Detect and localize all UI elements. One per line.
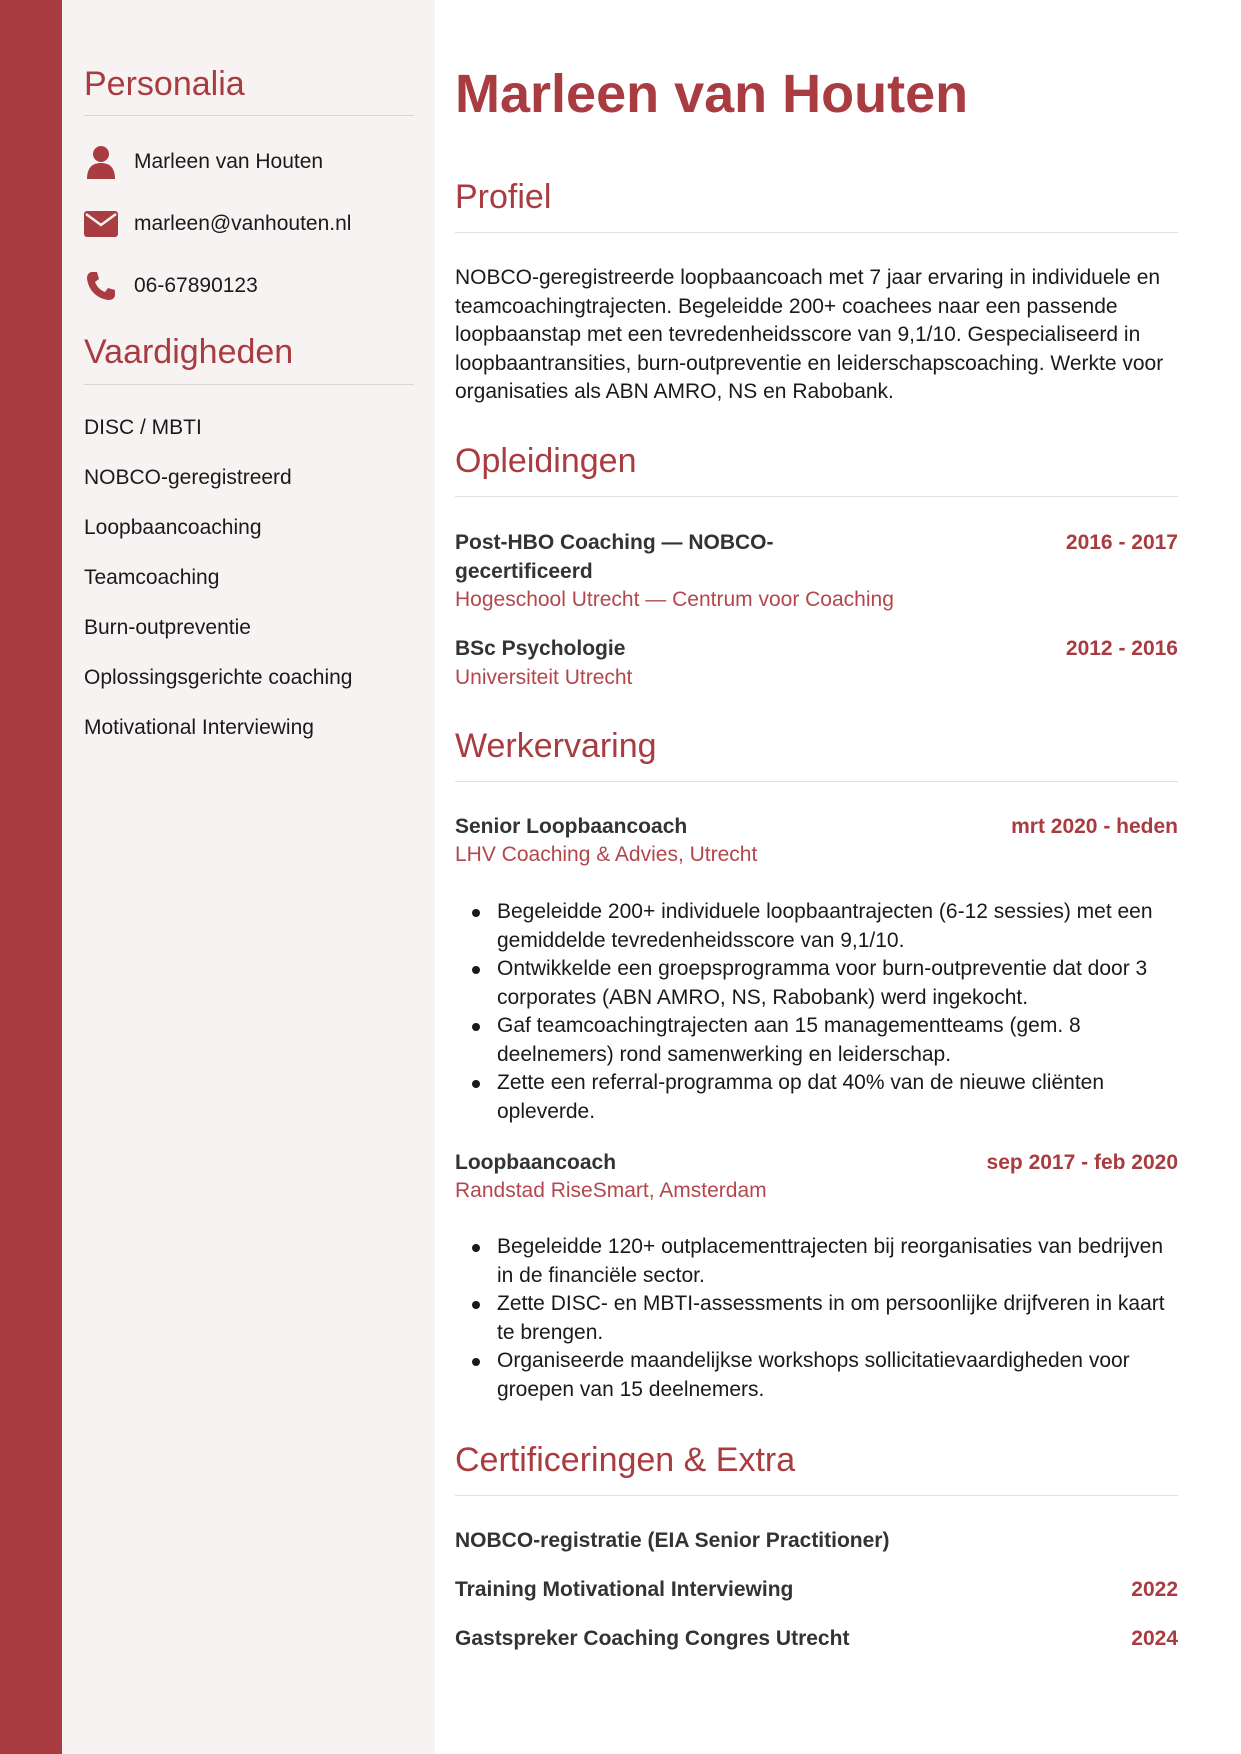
divider [455, 496, 1178, 497]
list-item: Begeleidde 120+ outplacementtrajecten bij reorganisaties van bedrijven in de financiële sector. [455, 1233, 1178, 1290]
education-date: 2016 - 2017 [1065, 531, 1178, 554]
list-item: Gaf teamcoachingtrajecten aan 15 managementteams (gem. 8 deelnemers) rond samenwerking en leiderschap. [455, 1012, 1178, 1069]
list-item: Ontwikkelde een groepsprogramma voor burn-outpreventie dat door 3 corporates (ABN AMRO, NS, Rabobank) werd ingekocht. [455, 955, 1178, 1012]
divider [455, 781, 1178, 782]
contact-name-value: Marleen van Houten [134, 150, 324, 174]
list-item: Zette een referral-programma op dat 40% van de nieuwe cliënten opleverde. [455, 1069, 1178, 1126]
skill-item: NOBCO-geregistreerd [84, 465, 292, 489]
contact-phone [84, 268, 414, 304]
skill-item: Oplossingsgerichte coaching [84, 665, 353, 689]
job-employer: Randstad RiseSmart, Amsterdam [455, 1179, 767, 1202]
person-icon [84, 145, 118, 179]
contact-email-value: marleen@vanhouten.nl [134, 212, 352, 236]
divider [455, 232, 1178, 233]
certification-title: Training Motivational Interviewing [455, 1578, 794, 1601]
education-heading: Opleidingen [455, 442, 637, 480]
envelope-icon [84, 207, 118, 241]
skill-item: Loopbaancoaching [84, 515, 262, 539]
education-institution: Hogeschool Utrecht — Centrum voor Coaching [455, 588, 894, 611]
job-title: Loopbaancoach [455, 1151, 617, 1174]
contact-email [84, 206, 414, 242]
job-bullets [455, 898, 1178, 1126]
education-title: BSc Psychologie [455, 637, 626, 660]
job-date: mrt 2020 - heden [1011, 815, 1178, 838]
contact-name [84, 144, 414, 180]
phone-icon [84, 269, 118, 303]
personalia-heading: Personalia [84, 66, 414, 116]
skills-heading: Vaardigheden [84, 334, 414, 384]
candidate-name: Marleen van Houten [455, 64, 969, 124]
certifications-heading: Certificeringen & Extra [455, 1441, 796, 1479]
list-item: Zette DISC- en MBTI-assessments in om persoonlijke drijfveren in kaart te brengen. [455, 1290, 1178, 1347]
education-title: Post-HBO Coaching — NOBCO-gecertificeerd [455, 531, 774, 583]
contact-phone-value: 06-67890123 [134, 274, 258, 298]
job-title: Senior Loopbaancoach [455, 815, 688, 838]
certification-title: Gastspreker Coaching Congres Utrecht [455, 1627, 850, 1650]
skills-list [84, 415, 414, 741]
skill-item: Motivational Interviewing [84, 715, 314, 739]
job-employer: LHV Coaching & Advies, Utrecht [455, 843, 758, 866]
experience-heading: Werkervaring [455, 727, 657, 765]
education-institution: Universiteit Utrecht [455, 666, 633, 689]
job-bullets [455, 1233, 1178, 1404]
certification-title: NOBCO-registratie (EIA Senior Practitioner) [455, 1529, 890, 1552]
profile-text: NOBCO-geregistreerde loopbaancoach met 7 jaar ervaring in individuele en teamcoachingtrajecten. Begeleidde 200+ coachees naar een passende loopbaanstap met een tevredenheidsscore van 9,1/10. Gespecialiseerd in loopbaantransities, burn-outpreventie en leiderschapscoaching. Werkte voor organisaties als ABN AMRO, NS en Rabobank. [455, 266, 1164, 403]
list-item: Begeleidde 200+ individuele loopbaantrajecten (6-12 sessies) met een gemiddelde tevredenheidsscore van 9,1/10. [455, 898, 1178, 955]
certification-date: 2024 [1131, 1627, 1178, 1650]
education-date: 2012 - 2016 [1065, 637, 1178, 660]
skill-item: Burn-outpreventie [84, 615, 251, 639]
skill-item: DISC / MBTI [84, 415, 202, 439]
divider [455, 1495, 1178, 1496]
list-item: Organiseerde maandelijkse workshops sollicitatievaardigheden voor groepen van 15 deelnemers. [455, 1347, 1178, 1404]
skill-item: Teamcoaching [84, 565, 220, 589]
job-date: sep 2017 - feb 2020 [986, 1151, 1178, 1174]
accent-stripe [0, 0, 62, 1754]
sidebar-content [84, 0, 414, 765]
certification-date: 2022 [1131, 1578, 1178, 1601]
profile-heading: Profiel [455, 178, 552, 216]
